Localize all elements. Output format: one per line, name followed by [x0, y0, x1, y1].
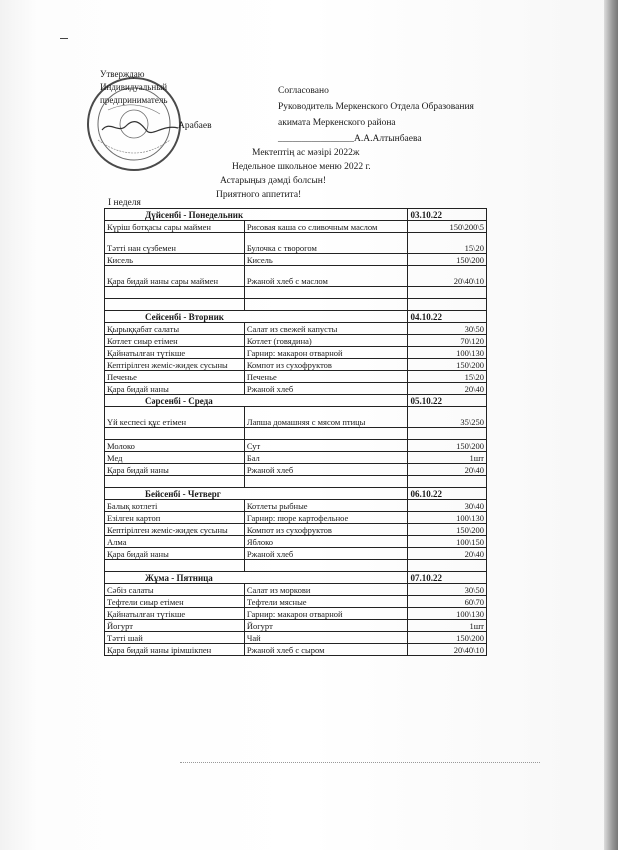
portion: 1шт — [408, 452, 487, 464]
portion — [408, 476, 487, 488]
dish-ru: Ржаной хлеб с маслом — [244, 266, 408, 287]
dish-ru: Котлет (говядина) — [244, 335, 408, 347]
portion: 20\40 — [408, 383, 487, 395]
dish-ru: Сут — [244, 440, 408, 452]
dish-kz: Қара бидай наны — [105, 464, 245, 476]
day-date: 07.10.22 — [408, 572, 487, 584]
dish-ru: Ржаной хлеб — [244, 464, 408, 476]
table-row — [105, 254, 487, 266]
portion: 15\20 — [408, 371, 487, 383]
dish-ru — [244, 299, 408, 311]
table-row — [105, 500, 487, 512]
portion: 100\130 — [408, 512, 487, 524]
day-name: Сейсенбі - Вторник — [105, 311, 408, 323]
day-date: 05.10.22 — [408, 395, 487, 407]
table-row — [105, 524, 487, 536]
dish-kz — [105, 560, 245, 572]
dish-kz: Қырыққабат салаты — [105, 323, 245, 335]
table-row — [105, 644, 487, 656]
dish-ru: Компот из сухофруктов — [244, 524, 408, 536]
portion: 30\40 — [408, 500, 487, 512]
dish-ru — [244, 287, 408, 299]
day-name: Дүйсенбі - Понедельник — [105, 209, 408, 221]
dish-kz: Үй кеспесі құс етімен — [105, 407, 245, 428]
dish-ru: Гарнир: макарон отварной — [244, 608, 408, 620]
day-name: Жұма - Пятница — [105, 572, 408, 584]
table-row — [105, 383, 487, 395]
table-row — [105, 476, 487, 488]
portion — [408, 560, 487, 572]
day-header — [105, 311, 487, 323]
wish-kz: Астарыңыз дәмді болсын! — [220, 176, 327, 186]
dish-ru — [244, 428, 408, 440]
dish-kz: Кисель — [105, 254, 245, 266]
dish-kz: Қайнатылған түтікше — [105, 608, 245, 620]
dish-kz — [105, 476, 245, 488]
portion: 150\200 — [408, 440, 487, 452]
title-kz: Мектептің ас мәзірі 2022ж — [252, 148, 360, 158]
approval-right-line1: Согласовано — [278, 86, 329, 96]
dish-ru: Ржаной хлеб с сыром — [244, 644, 408, 656]
corner-mark — [60, 38, 68, 47]
dish-kz: Тефтели сиыр етімен — [105, 596, 245, 608]
dish-kz: Балық котлеті — [105, 500, 245, 512]
portion: 20\40 — [408, 464, 487, 476]
dish-ru: Гарнир: макарон отварной — [244, 347, 408, 359]
portion: 30\50 — [408, 584, 487, 596]
table-row — [105, 452, 487, 464]
dish-ru: Котлеты рыбные — [244, 500, 408, 512]
portion: 150\200 — [408, 632, 487, 644]
dish-ru — [244, 476, 408, 488]
dish-kz: Қара бидай наны сары маймен — [105, 266, 245, 287]
table-row — [105, 632, 487, 644]
table-row — [105, 428, 487, 440]
dish-ru: Ржаной хлеб — [244, 383, 408, 395]
portion: 150\200 — [408, 359, 487, 371]
portion: 20\40\10 — [408, 266, 487, 287]
day-date: 03.10.22 — [408, 209, 487, 221]
portion: 150\200\5 — [408, 221, 487, 233]
approval-right-line3: акимата Меркенского района — [278, 118, 396, 128]
dish-kz: Йогурт — [105, 620, 245, 632]
dish-kz: Сәбіз салаты — [105, 584, 245, 596]
day-header — [105, 395, 487, 407]
portion: 150\200 — [408, 524, 487, 536]
approval-left-name: Арабаев — [178, 121, 212, 131]
table-row — [105, 620, 487, 632]
dish-kz: Печенье — [105, 371, 245, 383]
menu-table — [104, 208, 487, 656]
portion: 150\200 — [408, 254, 487, 266]
dish-kz — [105, 299, 245, 311]
dish-kz: Мед — [105, 452, 245, 464]
portion: 100\130 — [408, 347, 487, 359]
day-date: 04.10.22 — [408, 311, 487, 323]
dish-ru: Салат из свежей капусты — [244, 323, 408, 335]
table-row — [105, 359, 487, 371]
portion: 20\40\10 — [408, 644, 487, 656]
dish-ru: Чай — [244, 632, 408, 644]
day-header — [105, 209, 487, 221]
dish-ru: Яблоко — [244, 536, 408, 548]
approval-left-line2: Индивидуальный — [100, 82, 168, 92]
dish-ru: Компот из сухофруктов — [244, 359, 408, 371]
day-name: Бейсенбі - Четверг — [105, 488, 408, 500]
table-row — [105, 287, 487, 299]
dish-ru: Лапша домашняя с мясом птицы — [244, 407, 408, 428]
table-row — [105, 512, 487, 524]
dish-kz: Қара бидай наны — [105, 383, 245, 395]
dish-kz: Езілген картоп — [105, 512, 245, 524]
dish-ru — [244, 560, 408, 572]
portion — [408, 299, 487, 311]
dish-ru: Печенье — [244, 371, 408, 383]
portion: 100\150 — [408, 536, 487, 548]
dish-kz: Котлет сиыр етімен — [105, 335, 245, 347]
wish-ru: Приятного аппетита! — [216, 190, 302, 200]
table-row — [105, 548, 487, 560]
dish-ru: Рисовая каша со сливочным маслом — [244, 221, 408, 233]
table-row — [105, 323, 487, 335]
portion: 35\250 — [408, 407, 487, 428]
portion — [408, 287, 487, 299]
dish-kz: Тәтті шай — [105, 632, 245, 644]
approval-left-line1: Утверждаю — [100, 69, 145, 79]
title-ru: Недельное школьное меню 2022 г. — [232, 162, 371, 172]
dish-ru: Салат из моркови — [244, 584, 408, 596]
week-label: I неделя — [108, 198, 141, 208]
dish-kz: Алма — [105, 536, 245, 548]
portion: 15\20 — [408, 233, 487, 254]
dish-kz: Молоко — [105, 440, 245, 452]
table-row — [105, 536, 487, 548]
dish-ru: Йогурт — [244, 620, 408, 632]
portion: 30\50 — [408, 323, 487, 335]
portion: 20\40 — [408, 548, 487, 560]
day-name: Сәрсенбі - Среда — [105, 395, 408, 407]
portion: 70\120 — [408, 335, 487, 347]
dish-kz — [105, 287, 245, 299]
table-row — [105, 560, 487, 572]
table-row — [105, 608, 487, 620]
scan-edge-shadow — [604, 0, 618, 850]
dish-ru: Ржаной хлеб — [244, 548, 408, 560]
dish-kz: Қара бидай наны ірімшікпен — [105, 644, 245, 656]
portion: 100\130 — [408, 608, 487, 620]
bottom-scan-line — [180, 762, 540, 763]
dish-kz: Күріш ботқасы сары маймен — [105, 221, 245, 233]
dish-kz: Қайнатылған түтікше — [105, 347, 245, 359]
approval-right-line2: Руководитель Меркенского Отдела Образования — [278, 102, 474, 112]
day-header — [105, 488, 487, 500]
table-row — [105, 221, 487, 233]
table-row — [105, 440, 487, 452]
dish-kz — [105, 428, 245, 440]
table-row — [105, 596, 487, 608]
approval-left-block — [100, 68, 167, 107]
dish-kz: Тәтті нан сүзбемен — [105, 233, 245, 254]
dish-ru: Булочка с творогом — [244, 233, 408, 254]
table-row — [105, 464, 487, 476]
dish-ru: Гарнир: пюре картофельное — [244, 512, 408, 524]
table-row — [105, 347, 487, 359]
table-row — [105, 233, 487, 254]
portion: 60\70 — [408, 596, 487, 608]
day-header — [105, 572, 487, 584]
approval-right-line4: ________________А.А.Алтынбаева — [278, 134, 422, 144]
table-row — [105, 371, 487, 383]
dish-ru: Кисель — [244, 254, 408, 266]
dish-kz: Қара бидай наны — [105, 548, 245, 560]
table-row — [105, 584, 487, 596]
dish-ru: Бал — [244, 452, 408, 464]
table-row — [105, 266, 487, 287]
portion: 1шт — [408, 620, 487, 632]
dish-ru: Тефтели мясные — [244, 596, 408, 608]
dish-kz: Кептірілген жеміс-жидек сусыны — [105, 359, 245, 371]
approval-left-line3: предприниматель — [100, 95, 168, 105]
table-row — [105, 299, 487, 311]
dish-kz: Кептірілген жеміс-жидек сусыны — [105, 524, 245, 536]
signature — [100, 118, 180, 136]
portion — [408, 428, 487, 440]
day-date: 06.10.22 — [408, 488, 487, 500]
table-row — [105, 407, 487, 428]
table-row — [105, 335, 487, 347]
